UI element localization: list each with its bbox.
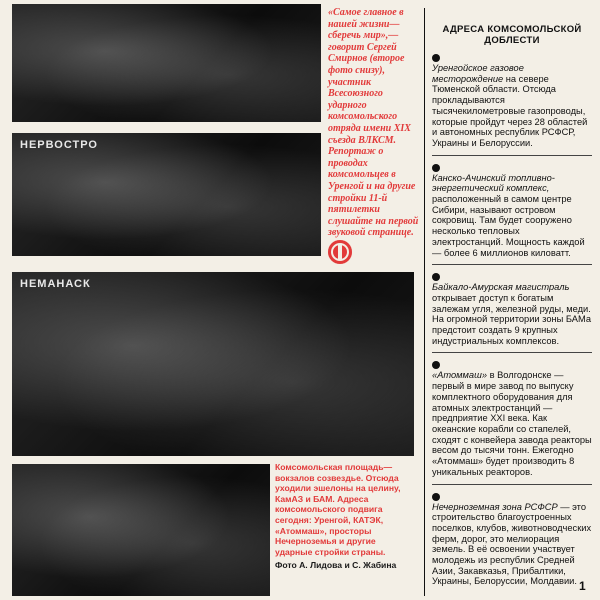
entry-text: в Волгодонске — первый в мире завод по выпуску комплектного оборудования для атомных электростанций — предприятие XXI века. Как океанские корабли со стапелей, сходят с конвейера завода реакторы весом до тысячи тонн. Ежегодно «Атоммаш» будет производить 8 уникальных реакторов. [432,370,592,477]
entry-text: расположенный в самом центре Сибири, называют островом сокровищ. Там будет сооружено несколько тепловых электростанций. Мощность каждой — более 6 миллионов киловатт. [432,194,585,258]
list-item [432,493,592,588]
young-people-farewell-photo [12,272,414,456]
photo-credit: Фото А. Лидова и С. Жабина [275,560,397,571]
list-item [432,54,592,156]
bullet-icon [432,54,440,62]
entry-name: Нечерноземная зона РСФСР [432,501,558,512]
caption-bottom-text: Комсомольская площадь— вокзалов созвездье. Отсюда уходили эшелоны на целину, КамАЗ и БАМ. Адреса комсомольского подвига сегодня: Уренгой, КАТЭК, «Атоммаш», просторы Нечерноземья и другие ударные стройки страны. [275,462,401,557]
sidebar-title: АДРЕСА КОМСОМОЛЬСКОЙ ДОБЛЕСТИ [442,24,582,46]
divider [432,352,592,353]
list-item [432,361,592,484]
entry-text: на севере Тюменской области. Отсюда прокладываются тысячекилометровые газопроводы, которые пройдут через 28 областей и автономных республик РСФСР, Украины и Белоруссии. [432,73,588,148]
divider [432,155,592,156]
banners-and-guitar-photo [12,133,321,256]
banner-text: НЕРВОСТРО [20,139,98,151]
bullet-icon [432,361,440,369]
page-number: 1 [579,579,586,593]
crowd-cheering-photo [12,4,321,122]
column-divider [424,8,425,596]
sound-page-icon [328,240,352,264]
bullet-icon [432,164,440,172]
bullet-icon [432,493,440,501]
list-item [432,273,592,353]
banner-text: НЕМАНАСК [20,278,91,290]
crowd-on-square-photo [12,464,270,596]
photo-caption-bottom [275,462,415,571]
entry-text: открывает доступ к богатым залежам угля, железной руды, меди. На огромной территории зоны БАМа предстоит создать 9 крупных индустриальных комплексов. [432,292,592,346]
entry-name: Уренгойское газовое месторождение [432,63,524,84]
entry-text: — это строительство благоустроенных поселков, клубов, животноводческих ферм, дорог, это мелиорация земель. В её освоении участвует молодежь из республик Средней Азии, Закавказья, Прибалтики, Украины, Белоруссии, Молдавии. [432,501,592,587]
entry-name: «Атоммаш» [432,370,487,381]
bullet-icon [432,273,440,281]
divider [432,264,592,265]
divider [432,484,592,485]
photo-caption-top: «Самое главное в нашей жизни— сберечь мир»,— говорит Сергей Смирнов (второе фото снизу), участник Всесоюзного ударного комсомольского отряда имени XIX съезда ВЛКСМ. Репортаж о проводах комсомольцев в Уренгой и на другие стройки 11-й пятилетки слушайте на первой звуковой странице. [328,7,419,239]
entry-name: Канско-Ачинский топливно-энергетический комплекс, [432,172,555,194]
entry-name: Байкало-Амурская магистраль [432,282,570,293]
list-item [432,164,592,266]
sidebar-addresses [432,24,592,587]
